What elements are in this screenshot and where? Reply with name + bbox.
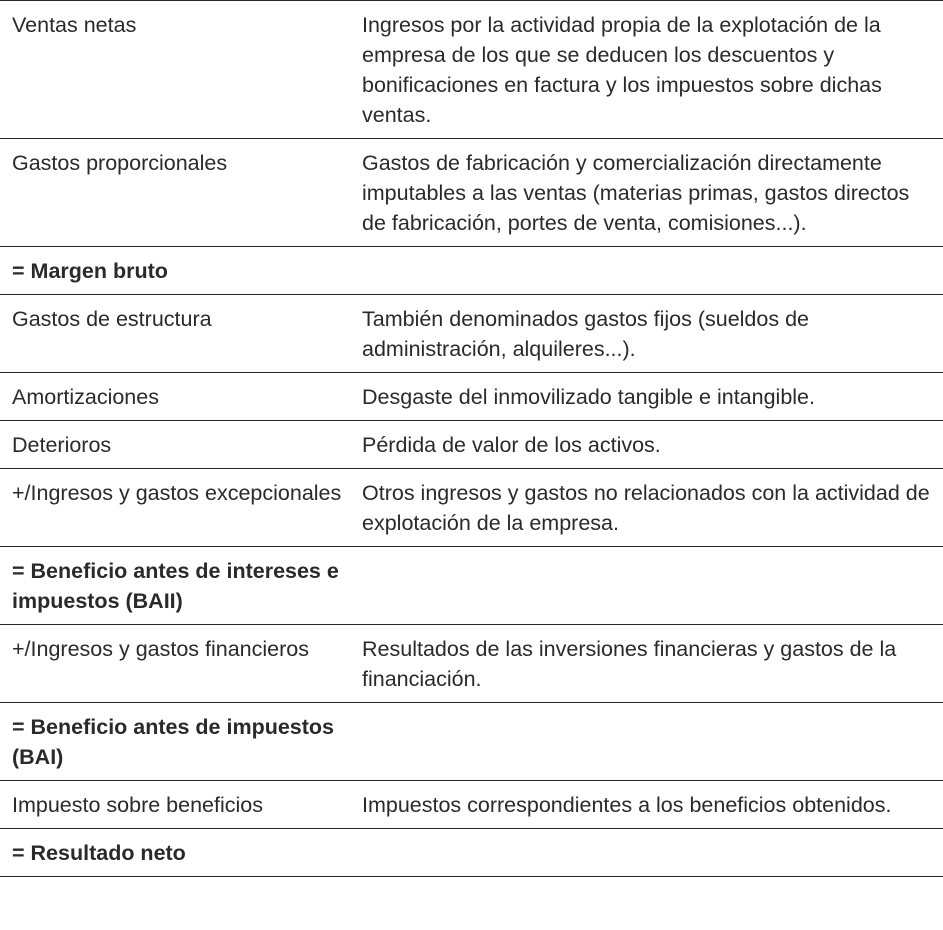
row-description: [350, 247, 943, 294]
table-row: [0, 625, 943, 703]
row-description: También denominados gastos fijos (sueldos de administración, alquileres...).: [362, 307, 809, 361]
row-description: [350, 547, 943, 624]
row-description: Impuestos correspondientes a los beneficios obtenidos.: [362, 793, 892, 817]
subtotal-label: = Beneficio antes de intereses e impuestos (BAII): [12, 559, 339, 613]
table-row: [0, 421, 943, 469]
table-row-subtotal: [0, 829, 943, 877]
row-description: Ingresos por la actividad propia de la explotación de la empresa de los que se deducen los descuentos y bonificaciones en factura y los impuestos sobre dichas ventas.: [362, 13, 882, 127]
table-row-subtotal: [0, 547, 943, 625]
row-description: [350, 703, 943, 780]
table-row-subtotal: [0, 247, 943, 295]
subtotal-label: = Resultado neto: [12, 841, 186, 865]
row-concept: Impuesto sobre beneficios: [12, 793, 263, 817]
table-row-subtotal: [0, 703, 943, 781]
row-description: [350, 829, 943, 876]
row-concept: Deterioros: [12, 433, 112, 457]
row-concept: Gastos proporcionales: [12, 151, 228, 175]
row-description: Otros ingresos y gastos no relacionados con la actividad de explotación de la empresa.: [362, 481, 930, 535]
row-concept: Gastos de estructura: [12, 307, 212, 331]
table-row: [0, 469, 943, 547]
row-description: Desgaste del inmovilizado tangible e intangible.: [362, 385, 815, 409]
row-concept: Amortizaciones: [12, 385, 159, 409]
table-row: [0, 781, 943, 829]
row-description: Pérdida de valor de los activos.: [362, 433, 661, 457]
row-description: Resultados de las inversiones financieras y gastos de la financiación.: [362, 637, 897, 691]
table-row: [0, 139, 943, 247]
table-row: [0, 373, 943, 421]
row-concept: +/Ingresos y gastos financieros: [12, 637, 309, 661]
row-concept: +/Ingresos y gastos excepcionales: [12, 481, 342, 505]
row-concept: Ventas netas: [12, 13, 137, 37]
row-description: Gastos de fabricación y comercialización directamente imputables a las ventas (materias primas, gastos directos de fabricación, portes de venta, comisiones...).: [362, 151, 910, 235]
subtotal-label: = Margen bruto: [12, 259, 168, 283]
subtotal-label: = Beneficio antes de impuestos (BAI): [12, 715, 334, 769]
table-row: [0, 295, 943, 373]
table-row: [0, 1, 943, 139]
